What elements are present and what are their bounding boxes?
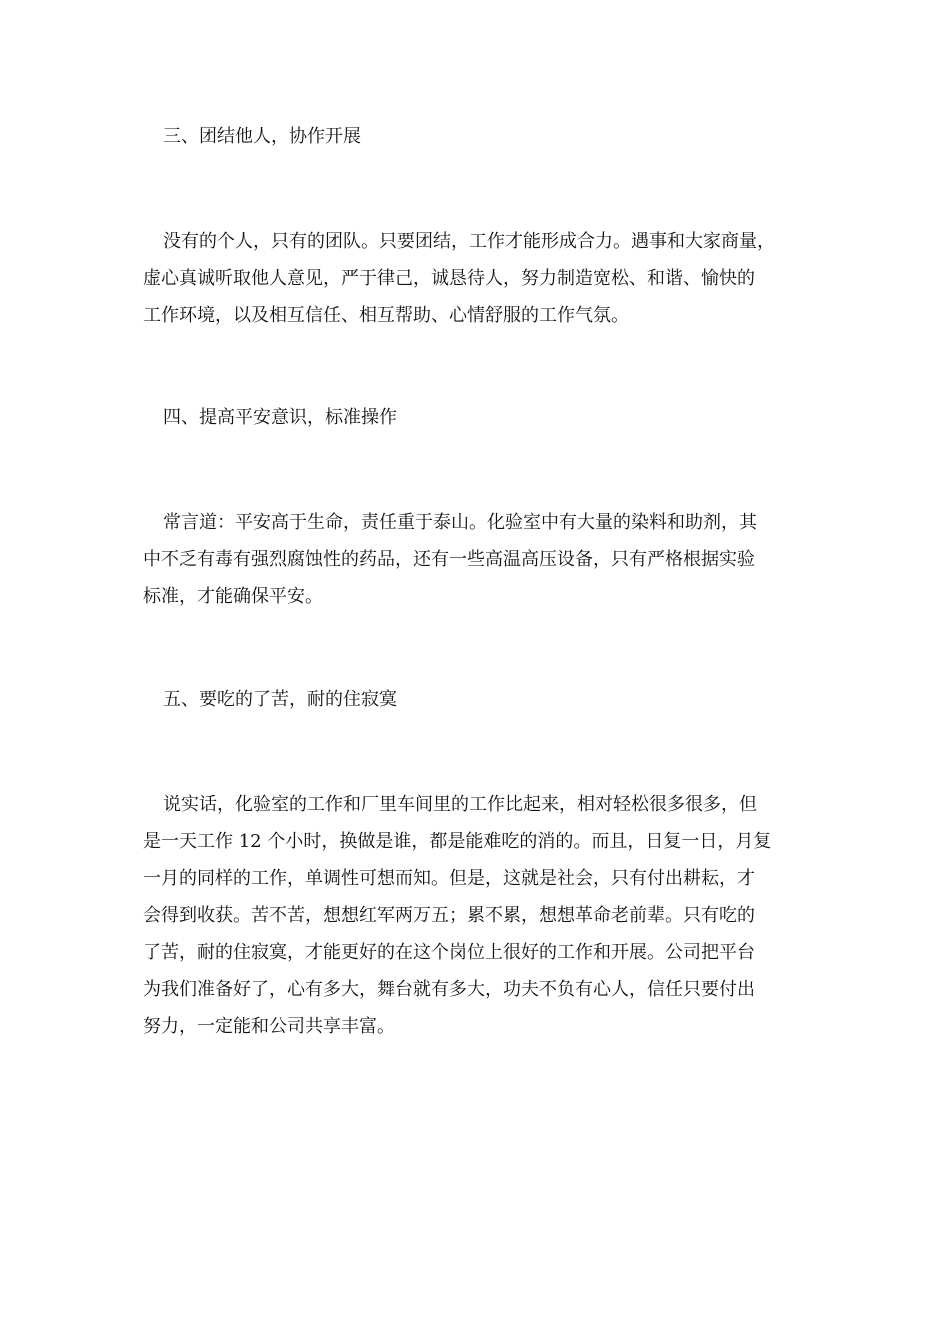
paragraph-line: 标准，才能确保平安。 <box>143 586 323 607</box>
paragraph-line: 努力，一定能和公司共享丰富。 <box>143 1016 395 1037</box>
section-heading-3: 三、团结他人，协作开展 <box>163 126 361 147</box>
paragraph-line: 工作环境，以及相互信任、相互帮助、心情舒服的工作气氛。 <box>143 305 629 326</box>
section-heading-4: 四、提高平安意识，标准操作 <box>163 407 397 428</box>
paragraph-line: 为我们准备好了，心有多大，舞台就有多大，功夫不负有心人，信任只要付出 <box>143 979 755 1000</box>
paragraph-line: 一月的同样的工作，单调性可想而知。但是，这就是社会，只有付出耕耘，才 <box>143 868 755 889</box>
paragraph-line: 没有的个人，只有的团队。只要团结，工作才能形成合力。遇事和大家商量， <box>163 231 775 252</box>
section-heading-5: 五、要吃的了苦，耐的住寂寞 <box>163 689 397 710</box>
paragraph-line: 是一天工作 12 个小时，换做是谁，都是能难吃的消的。而且，日复一日，月复 <box>143 831 772 852</box>
paragraph-line: 会得到收获。苦不苦，想想红军两万五；累不累，想想革命老前辈。只有吃的 <box>143 905 755 926</box>
section-paragraph-5 <box>143 786 803 1045</box>
paragraph-line: 常言道：平安高于生命，责任重于泰山。化验室中有大量的染料和助剂，其 <box>163 512 757 533</box>
paragraph-line: 中不乏有毒有强烈腐蚀性的药品，还有一些高温高压设备，只有严格根据实验 <box>143 549 755 570</box>
paragraph-line: 了苦，耐的住寂寞，才能更好的在这个岗位上很好的工作和开展。公司把平台 <box>143 942 755 963</box>
section-paragraph-3 <box>143 223 803 334</box>
paragraph-line: 说实话，化验室的工作和厂里车间里的工作比起来，相对轻松很多很多，但 <box>163 794 757 815</box>
section-paragraph-4 <box>143 504 803 615</box>
paragraph-line: 虚心真诚听取他人意见，严于律己，诚恳待人，努力制造宽松、和谐、愉快的 <box>143 268 755 289</box>
